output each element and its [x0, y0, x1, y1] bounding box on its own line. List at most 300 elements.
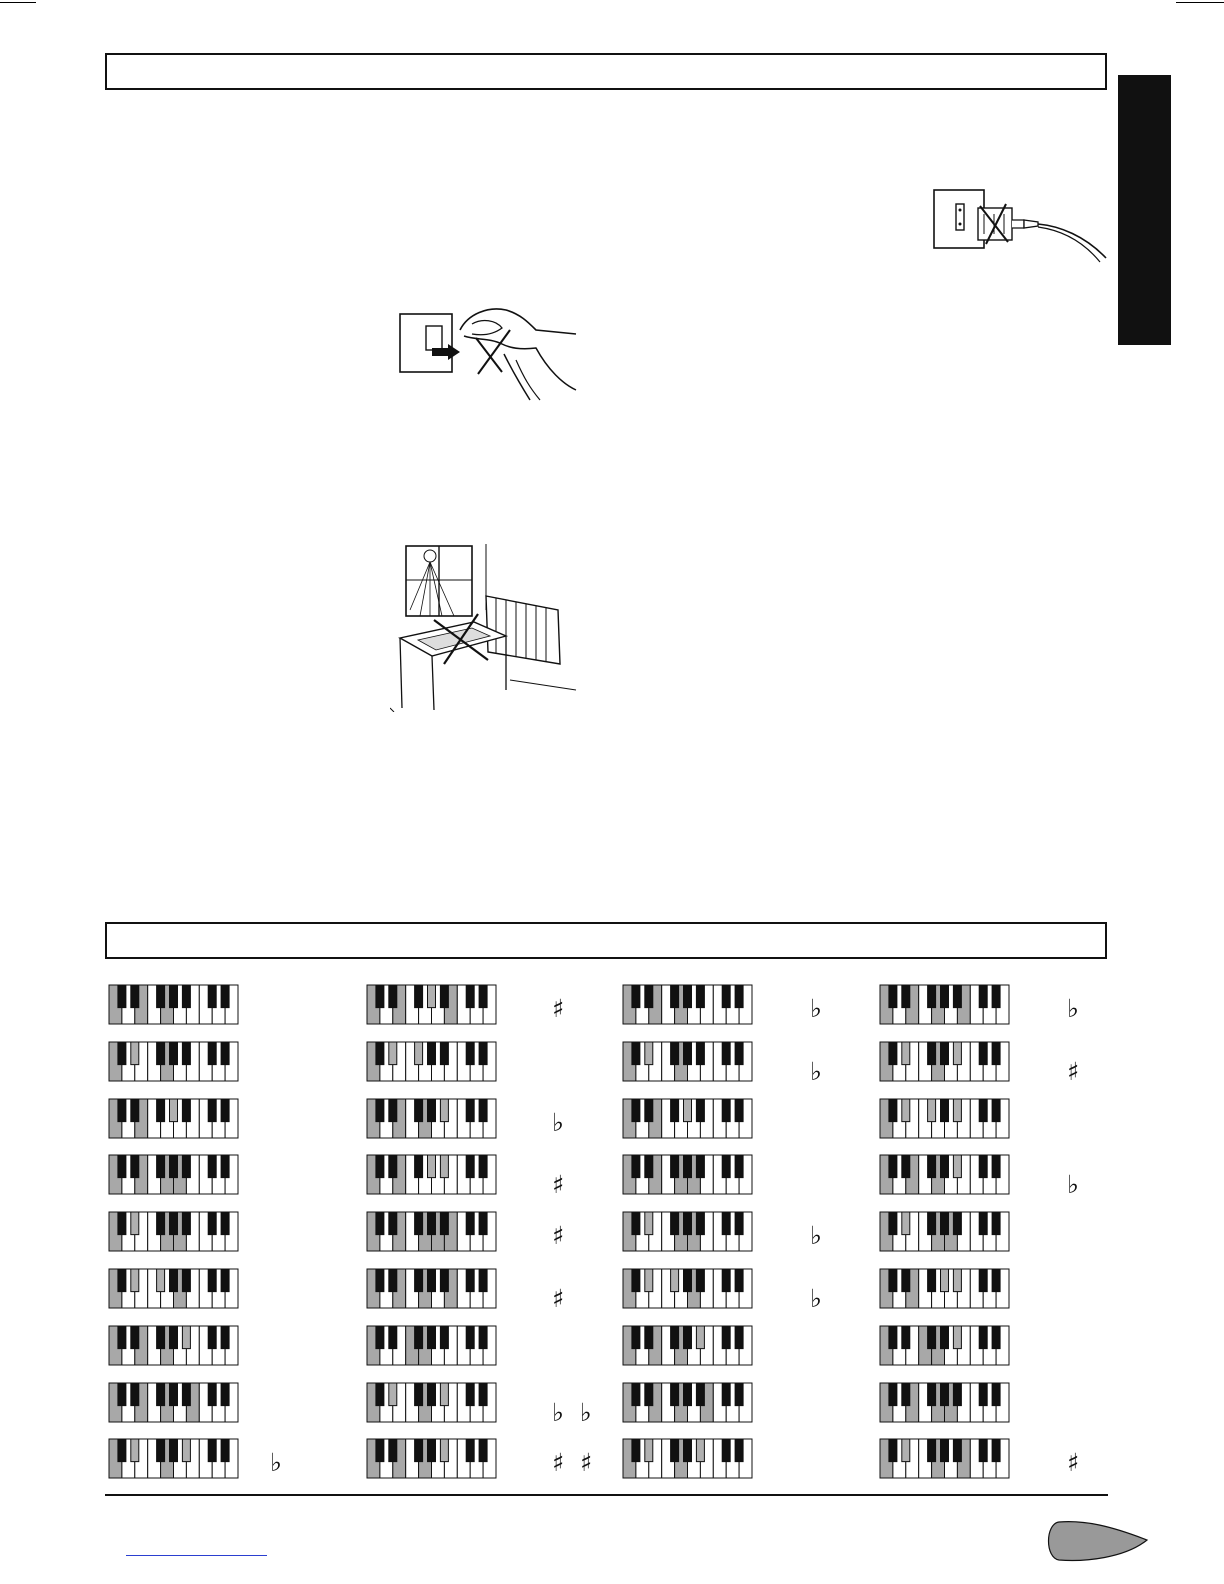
chord-diagram	[622, 1211, 862, 1252]
chord-diagram	[108, 984, 348, 1025]
black-key	[389, 1099, 397, 1122]
keyboard-diagram	[366, 1041, 497, 1082]
keyboard-diagram	[366, 1098, 497, 1139]
keyboard-diagram	[879, 1438, 1010, 1479]
black-key	[684, 1383, 692, 1406]
black-key	[118, 1326, 126, 1349]
black-key	[131, 1383, 139, 1406]
black-key	[979, 1155, 987, 1178]
black-key-pressed	[902, 1439, 910, 1462]
black-key-pressed	[131, 1439, 139, 1462]
chord-diagram	[879, 984, 1119, 1025]
black-key-pressed	[684, 1099, 692, 1122]
chord-diagram	[622, 984, 862, 1025]
keyboard-diagram	[366, 1211, 497, 1252]
black-key	[722, 1212, 730, 1235]
black-key	[684, 1326, 692, 1349]
black-key	[696, 1212, 704, 1235]
black-key	[208, 1326, 216, 1349]
chord-accidental: ♭	[552, 1108, 568, 1137]
black-key	[902, 985, 910, 1008]
black-key	[632, 1269, 640, 1292]
black-key	[157, 1212, 165, 1235]
keyboard-diagram	[108, 1098, 239, 1139]
black-key	[376, 1326, 384, 1349]
keyboard-diagram	[108, 1382, 239, 1423]
section-header-bar-top	[105, 53, 1107, 90]
black-key	[632, 1326, 640, 1349]
black-key-pressed	[902, 1042, 910, 1065]
black-key	[221, 1212, 229, 1235]
black-key-pressed	[953, 1155, 961, 1178]
black-key	[735, 1042, 743, 1065]
black-key	[722, 985, 730, 1008]
chord-diagram	[366, 984, 606, 1025]
black-key	[928, 1326, 936, 1349]
black-key-pressed	[953, 1099, 961, 1122]
black-key	[979, 1383, 987, 1406]
black-key	[632, 985, 640, 1008]
black-key	[118, 1269, 126, 1292]
black-key	[170, 1155, 178, 1178]
black-key	[632, 1155, 640, 1178]
keyboard-diagram	[879, 984, 1010, 1025]
black-key	[208, 1155, 216, 1178]
black-key	[979, 1099, 987, 1122]
black-key	[671, 1155, 679, 1178]
sunlight-heater-placement-icon	[390, 540, 580, 712]
chord-diagram	[108, 1098, 348, 1139]
keyboard-diagram	[622, 1211, 753, 1252]
black-key	[221, 985, 229, 1008]
black-key	[992, 1383, 1000, 1406]
chord-accidental: ♭ ♭	[552, 1398, 596, 1427]
black-key-pressed	[902, 1212, 910, 1235]
black-key-pressed	[953, 1326, 961, 1349]
black-key-pressed	[440, 1383, 448, 1406]
black-key-pressed	[953, 1042, 961, 1065]
black-key	[208, 1042, 216, 1065]
black-key	[889, 1042, 897, 1065]
black-key	[466, 1326, 474, 1349]
black-key	[889, 1212, 897, 1235]
black-key	[466, 1383, 474, 1406]
black-key	[696, 1099, 704, 1122]
black-key	[902, 1326, 910, 1349]
black-key	[645, 1383, 653, 1406]
black-key	[479, 985, 487, 1008]
black-key	[684, 1212, 692, 1235]
black-key	[415, 1212, 423, 1235]
black-key	[415, 1326, 423, 1349]
black-key	[979, 1212, 987, 1235]
black-key	[928, 985, 936, 1008]
chord-diagram	[622, 1268, 862, 1313]
keyboard-diagram	[366, 1268, 497, 1309]
chord-diagram	[879, 1382, 1119, 1423]
black-key-pressed	[440, 1099, 448, 1122]
black-key	[696, 1269, 704, 1292]
black-key	[902, 1155, 910, 1178]
black-key	[889, 1439, 897, 1462]
chord-accidental: ♯	[1067, 1448, 1084, 1477]
keyboard-diagram	[879, 1041, 1010, 1082]
chord-diagram	[879, 1438, 1119, 1479]
black-key	[182, 1212, 190, 1235]
black-key	[992, 1042, 1000, 1065]
black-key	[208, 1439, 216, 1462]
chord-accidental: ♯ ♯	[552, 1448, 597, 1477]
chord-diagram	[108, 1211, 348, 1252]
black-key	[118, 1439, 126, 1462]
black-key	[131, 1326, 139, 1349]
black-key	[645, 985, 653, 1008]
keyboard-diagram	[622, 1041, 753, 1082]
black-key	[376, 1269, 384, 1292]
black-key	[182, 1269, 190, 1292]
black-key	[157, 1326, 165, 1349]
black-key-pressed	[696, 1439, 704, 1462]
black-key-pressed	[415, 1042, 423, 1065]
chord-diagram	[879, 1211, 1119, 1252]
black-key	[722, 1155, 730, 1178]
chord-diagram	[108, 1154, 348, 1195]
keyboard-diagram	[366, 1382, 497, 1423]
black-key	[466, 1099, 474, 1122]
chord-diagram	[366, 1325, 606, 1366]
black-key	[170, 1439, 178, 1462]
black-key	[208, 1383, 216, 1406]
black-key	[941, 1212, 949, 1235]
black-key	[953, 1439, 961, 1462]
black-key	[953, 985, 961, 1008]
chord-accidental: ♯	[552, 1284, 569, 1313]
black-key	[208, 985, 216, 1008]
black-key	[928, 1212, 936, 1235]
black-key	[889, 1155, 897, 1178]
black-key	[118, 1383, 126, 1406]
pull-plug-by-cord-icon	[398, 300, 580, 402]
black-key	[415, 1269, 423, 1292]
crop-mark-left	[0, 2, 36, 3]
chord-diagram	[108, 1268, 348, 1309]
chord-diagram	[366, 1154, 606, 1199]
black-key	[428, 1269, 436, 1292]
black-key	[415, 985, 423, 1008]
section-header-bar-chords	[105, 922, 1107, 959]
black-key	[632, 1042, 640, 1065]
black-key	[928, 1439, 936, 1462]
black-key	[941, 1439, 949, 1462]
black-key	[466, 1269, 474, 1292]
chord-accidental: ♭	[270, 1448, 286, 1477]
black-key	[389, 1155, 397, 1178]
black-key	[889, 1326, 897, 1349]
black-key	[118, 1155, 126, 1178]
black-key-pressed	[182, 1326, 190, 1349]
black-key-pressed	[440, 1439, 448, 1462]
black-key	[902, 1383, 910, 1406]
black-key	[671, 1383, 679, 1406]
black-key	[671, 1099, 679, 1122]
black-key	[208, 1212, 216, 1235]
black-key	[645, 1099, 653, 1122]
black-key	[684, 1042, 692, 1065]
black-key	[170, 1383, 178, 1406]
black-key	[415, 1383, 423, 1406]
black-key	[479, 1383, 487, 1406]
keyboard-diagram	[622, 984, 753, 1025]
black-key	[182, 985, 190, 1008]
black-key	[118, 1099, 126, 1122]
black-key	[722, 1326, 730, 1349]
black-key	[440, 1212, 448, 1235]
black-key	[671, 1212, 679, 1235]
black-key	[671, 1326, 679, 1349]
black-key	[979, 1326, 987, 1349]
black-key	[941, 1099, 949, 1122]
black-key	[389, 1326, 397, 1349]
black-key-pressed	[428, 1155, 436, 1178]
black-key-pressed	[131, 1042, 139, 1065]
black-key	[221, 1383, 229, 1406]
keyboard-diagram	[366, 1154, 497, 1195]
black-key	[889, 1383, 897, 1406]
black-key	[941, 1042, 949, 1065]
black-key	[479, 1042, 487, 1065]
black-key-pressed	[170, 1099, 178, 1122]
black-key	[118, 985, 126, 1008]
black-key	[221, 1099, 229, 1122]
black-key	[479, 1155, 487, 1178]
keyboard-diagram	[879, 1154, 1010, 1195]
black-key	[428, 1326, 436, 1349]
black-key-pressed	[389, 1042, 397, 1065]
black-key	[735, 1269, 743, 1292]
black-key	[992, 1326, 1000, 1349]
black-key	[992, 1212, 1000, 1235]
black-key	[671, 1439, 679, 1462]
chord-diagram	[366, 1041, 606, 1082]
black-key-pressed	[645, 1042, 653, 1065]
keyboard-diagram	[622, 1098, 753, 1139]
chord-diagram	[366, 1211, 606, 1252]
black-key	[376, 985, 384, 1008]
black-key	[928, 1269, 936, 1292]
black-key	[941, 1326, 949, 1349]
black-key	[979, 1269, 987, 1292]
black-key-pressed	[902, 1099, 910, 1122]
black-key	[221, 1439, 229, 1462]
keyboard-diagram	[108, 984, 239, 1025]
chord-diagram	[879, 1268, 1119, 1309]
black-key	[992, 1099, 1000, 1122]
black-key	[208, 1269, 216, 1292]
black-key	[696, 1383, 704, 1406]
black-key-pressed	[131, 1212, 139, 1235]
keyboard-diagram	[622, 1382, 753, 1423]
black-key	[902, 1269, 910, 1292]
keyboard-diagram	[622, 1268, 753, 1309]
black-key	[696, 1042, 704, 1065]
black-key	[992, 1269, 1000, 1292]
black-key	[389, 985, 397, 1008]
black-key	[722, 1042, 730, 1065]
black-key	[632, 1439, 640, 1462]
black-key	[992, 985, 1000, 1008]
black-key	[992, 1155, 1000, 1178]
black-key	[941, 1383, 949, 1406]
black-key-pressed	[440, 1155, 448, 1178]
black-key	[479, 1326, 487, 1349]
chord-diagram	[108, 1382, 348, 1423]
crop-mark-right	[1176, 2, 1224, 3]
black-key	[696, 1155, 704, 1178]
chord-accidental: ♯	[552, 1170, 569, 1199]
black-key	[632, 1383, 640, 1406]
black-key-pressed	[696, 1326, 704, 1349]
chord-diagram	[366, 1438, 606, 1479]
page-tab-shape	[1045, 1520, 1149, 1564]
keyboard-diagram	[879, 1268, 1010, 1309]
black-key-pressed	[428, 985, 436, 1008]
black-key	[632, 1099, 640, 1122]
keyboard-diagram	[108, 1438, 239, 1479]
black-key	[440, 1042, 448, 1065]
chord-accidental: ♭	[810, 1284, 826, 1313]
black-key-pressed	[645, 1269, 653, 1292]
keyboard-diagram	[108, 1325, 239, 1366]
black-key	[479, 1212, 487, 1235]
black-key	[735, 1212, 743, 1235]
chord-diagram	[366, 1098, 606, 1139]
keyboard-diagram	[366, 984, 497, 1025]
black-key-pressed	[157, 1269, 165, 1292]
black-key	[440, 1326, 448, 1349]
black-key	[979, 1042, 987, 1065]
keyboard-diagram	[366, 1325, 497, 1366]
keyboard-diagram	[879, 1211, 1010, 1252]
black-key	[735, 1383, 743, 1406]
black-key	[735, 1326, 743, 1349]
black-key	[953, 1383, 961, 1406]
black-key	[889, 985, 897, 1008]
black-key	[735, 985, 743, 1008]
chord-diagram	[108, 1438, 348, 1479]
black-key	[632, 1212, 640, 1235]
black-key	[221, 1326, 229, 1349]
black-key	[376, 1099, 384, 1122]
black-key	[376, 1439, 384, 1462]
chord-diagram	[879, 1325, 1119, 1366]
chord-diagram	[879, 1098, 1119, 1139]
black-key	[208, 1099, 216, 1122]
chord-diagram	[366, 1382, 606, 1427]
chord-diagram	[622, 1325, 862, 1366]
keyboard-diagram	[622, 1438, 753, 1479]
chord-accidental: ♭	[810, 1221, 826, 1250]
chapter-side-tab	[1118, 75, 1171, 345]
black-key	[953, 1212, 961, 1235]
black-key	[735, 1439, 743, 1462]
black-key-pressed	[953, 1269, 961, 1292]
black-key	[889, 1269, 897, 1292]
chord-accidental: ♯	[552, 1221, 569, 1250]
black-key	[170, 985, 178, 1008]
chord-diagram	[622, 1041, 862, 1086]
chord-accidental: ♯	[552, 994, 569, 1023]
black-key	[221, 1042, 229, 1065]
black-key	[428, 1439, 436, 1462]
black-key	[979, 985, 987, 1008]
black-key	[415, 1099, 423, 1122]
black-key	[696, 985, 704, 1008]
keyboard-diagram	[366, 1438, 497, 1479]
chord-diagram	[108, 1041, 348, 1082]
black-key	[428, 1042, 436, 1065]
black-key	[131, 985, 139, 1008]
footer-rule	[105, 1494, 1108, 1496]
black-key	[941, 985, 949, 1008]
black-key-pressed	[645, 1439, 653, 1462]
black-key	[722, 1099, 730, 1122]
black-key	[221, 1155, 229, 1178]
black-key	[979, 1439, 987, 1462]
black-key	[889, 1099, 897, 1122]
chord-diagram	[366, 1268, 606, 1313]
keyboard-diagram	[108, 1154, 239, 1195]
keyboard-diagram	[879, 1325, 1010, 1366]
power-outlet-unplug-icon	[920, 180, 1115, 270]
black-key	[182, 1099, 190, 1122]
black-key	[170, 1042, 178, 1065]
black-key	[428, 1212, 436, 1235]
black-key	[479, 1439, 487, 1462]
black-key-pressed	[928, 1099, 936, 1122]
black-key-pressed	[941, 1269, 949, 1292]
black-key	[928, 1042, 936, 1065]
black-key	[466, 1042, 474, 1065]
black-key	[466, 1155, 474, 1178]
keyboard-diagram	[108, 1211, 239, 1252]
black-key	[131, 1099, 139, 1122]
black-key	[415, 1155, 423, 1178]
black-key	[157, 1042, 165, 1065]
black-key	[466, 985, 474, 1008]
black-key	[376, 1212, 384, 1235]
black-key	[941, 1155, 949, 1178]
chord-diagram	[622, 1438, 862, 1479]
black-key	[684, 1155, 692, 1178]
black-key-pressed	[131, 1269, 139, 1292]
black-key	[389, 1439, 397, 1462]
black-key	[157, 1383, 165, 1406]
black-key	[157, 1155, 165, 1178]
black-key	[182, 1155, 190, 1178]
black-key	[131, 1155, 139, 1178]
chord-accidental: ♭	[810, 994, 826, 1023]
chord-accidental: ♯	[1067, 1057, 1084, 1086]
black-key	[389, 1212, 397, 1235]
black-key	[466, 1212, 474, 1235]
black-key	[157, 1099, 165, 1122]
chord-diagram	[622, 1382, 862, 1423]
link-underline[interactable]	[126, 1555, 267, 1556]
chord-diagram	[879, 1154, 1119, 1199]
black-key	[440, 985, 448, 1008]
black-key	[671, 1042, 679, 1065]
black-key	[735, 1099, 743, 1122]
